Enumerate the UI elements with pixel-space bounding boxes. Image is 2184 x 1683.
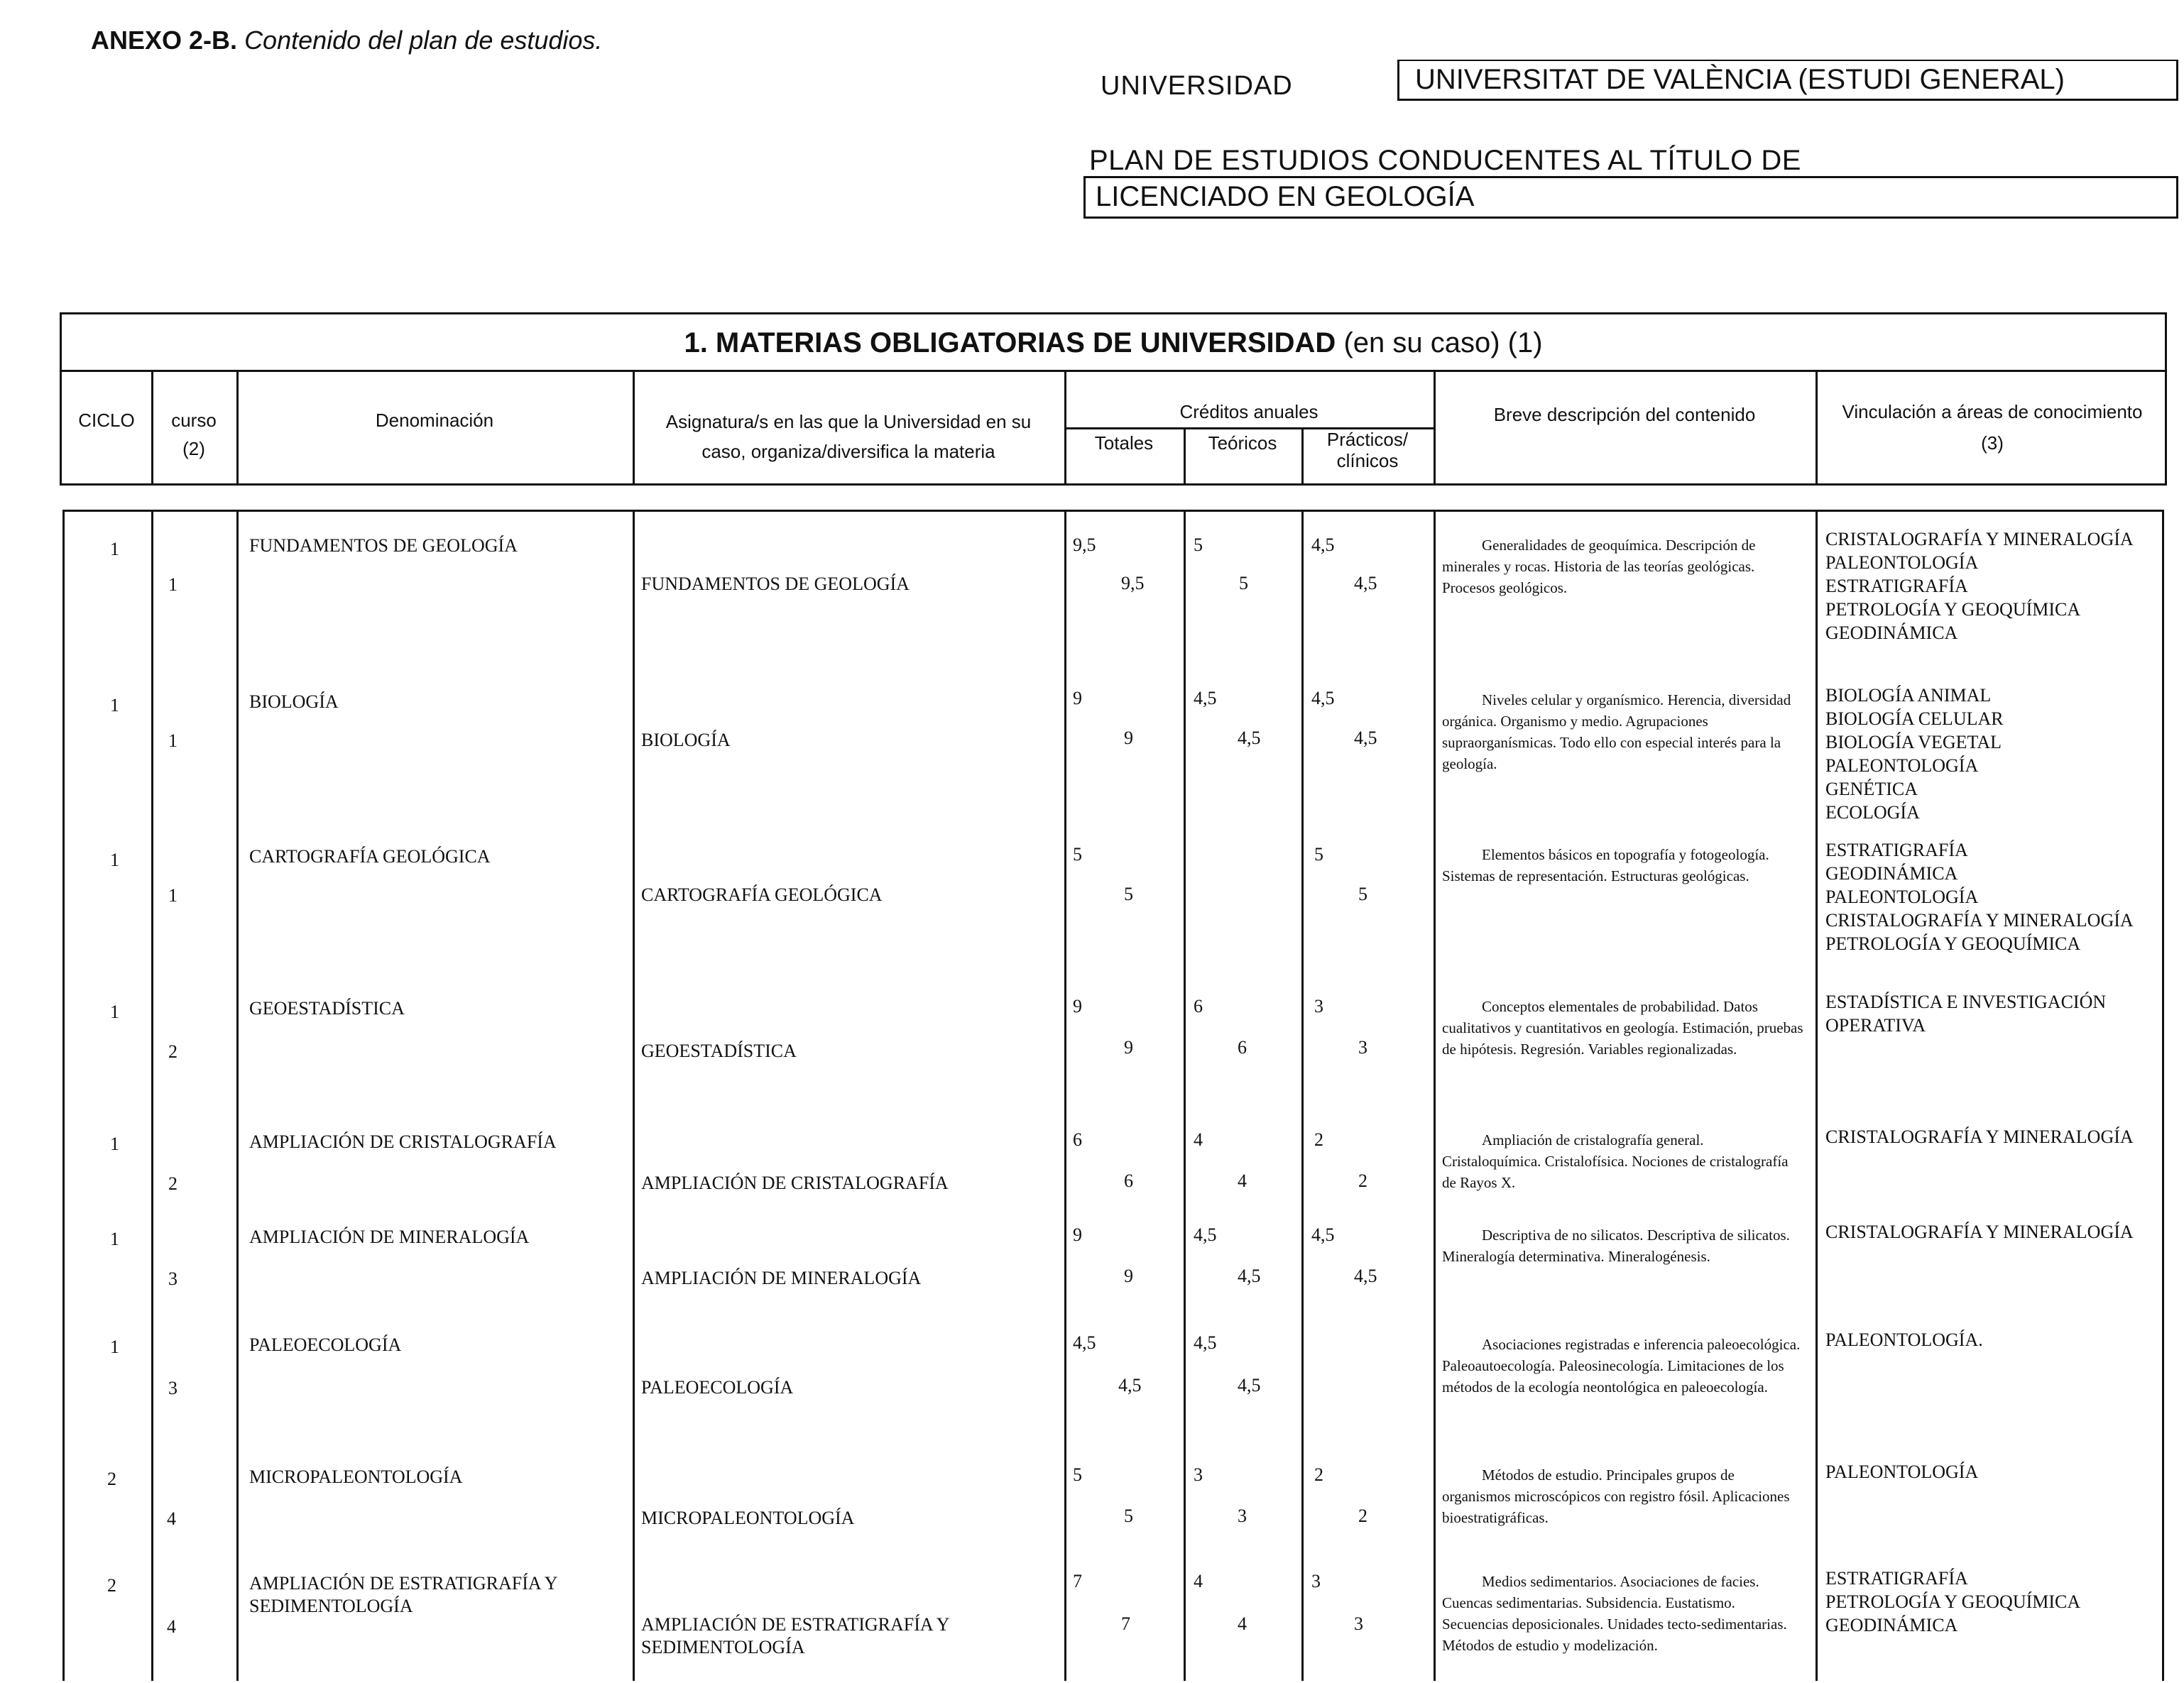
table-body bbox=[62, 510, 2164, 1681]
cell-practicos-asig: 3 bbox=[1358, 1037, 1367, 1058]
cell-denominacion: AMPLIACIÓN DE MINERALOGÍA bbox=[249, 1227, 530, 1247]
col-creditos: Créditos anuales bbox=[1179, 401, 1318, 422]
cell-practicos-asig: 3 bbox=[1354, 1613, 1363, 1634]
cell-descripcion: Niveles celular y organísmico. Herencia, diversidad orgánica. Organismo y medio. Agrupaciones supraorganísmicas. Todo ello con especial interés para la geología. bbox=[1442, 691, 1791, 772]
cell-totales: 9 bbox=[1073, 1224, 1082, 1245]
cell-totales: 9,5 bbox=[1073, 534, 1096, 555]
area-item: GEODINÁMICA bbox=[1825, 1615, 1958, 1635]
col-asignaturas-1: Asignatura/s en las que la Universidad en su bbox=[665, 411, 1032, 432]
cell-denominacion: AMPLIACIÓN DE ESTRATIGRAFÍA Y SEDIMENTOLOGÍA bbox=[249, 1573, 557, 1616]
cell-ciclo: 1 bbox=[110, 1337, 119, 1357]
cell-practicos-asig: 2 bbox=[1358, 1171, 1367, 1191]
cell-ciclo: 1 bbox=[110, 1002, 119, 1022]
table-title-main: 1. MATERIAS OBLIGATORIAS DE UNIVERSIDAD bbox=[684, 327, 1336, 358]
col-descripcion: Breve descripción del contenido bbox=[1493, 404, 1756, 425]
area-item: BIOLOGÍA ANIMAL bbox=[1825, 685, 1992, 706]
cell-curso: 1 bbox=[168, 885, 178, 906]
cell-totales: 9 bbox=[1073, 688, 1082, 708]
cell-asignatura: MICROPALEONTOLOGÍA bbox=[641, 1508, 855, 1528]
area-item: PETROLOGÍA Y GEOQUÍMICA bbox=[1825, 599, 2081, 620]
cell-totales: 6 bbox=[1073, 1129, 1082, 1150]
cell-denominacion: BIOLOGÍA bbox=[249, 691, 339, 712]
cell-teoricos: 5 bbox=[1194, 534, 1203, 555]
cell-practicos-asig: 4,5 bbox=[1354, 728, 1377, 748]
cell-ciclo: 1 bbox=[110, 1134, 119, 1154]
col-vinculacion: Vinculación a áreas de conocimiento bbox=[1842, 401, 2143, 422]
cell-totales: 7 bbox=[1073, 1571, 1082, 1591]
cell-practicos: 5 bbox=[1314, 844, 1323, 865]
cell-descripcion: Métodos de estudio. Principales grupos de organismos microscópicos con registro fósil. Aplicaciones bioestratigráficas. bbox=[1442, 1467, 1790, 1526]
table-header bbox=[60, 372, 2167, 486]
col-asignaturas-2: caso, organiza/diversifica la materia bbox=[701, 441, 995, 462]
cell-asignatura: FUNDAMENTOS DE GEOLOGÍA bbox=[641, 574, 910, 594]
area-item: ESTRATIGRAFÍA bbox=[1825, 1568, 1968, 1589]
table-row bbox=[65, 985, 2166, 1112]
cell-practicos: 2 bbox=[1314, 1129, 1323, 1150]
cell-denominacion: AMPLIACIÓN DE CRISTALOGRAFÍA bbox=[249, 1131, 557, 1152]
area-item: CRISTALOGRAFÍA Y MINERALOGÍA bbox=[1825, 1126, 2134, 1147]
cell-practicos: 3 bbox=[1314, 996, 1323, 1016]
area-item: ESTRATIGRAFÍA bbox=[1825, 576, 1968, 596]
area-item: GENÉTICA bbox=[1825, 779, 1918, 799]
area-item: PALEONTOLOGÍA bbox=[1825, 755, 1979, 776]
cell-ciclo: 1 bbox=[110, 1229, 119, 1249]
cell-asignatura: PALEOECOLOGÍA bbox=[641, 1377, 794, 1398]
cell-practicos: 4,5 bbox=[1311, 1224, 1335, 1245]
cell-practicos-asig: 2 bbox=[1358, 1506, 1367, 1526]
table-row bbox=[65, 1453, 2166, 1559]
cell-teoricos-asig: 4 bbox=[1238, 1171, 1247, 1191]
annex-heading bbox=[91, 26, 602, 55]
cell-totales: 9 bbox=[1073, 996, 1082, 1016]
area-item: BIOLOGÍA CELULAR bbox=[1825, 708, 2004, 729]
cell-totales-asig: 5 bbox=[1124, 1506, 1133, 1526]
area-item: BIOLOGÍA VEGETAL bbox=[1825, 732, 2002, 752]
cell-teoricos-asig: 4,5 bbox=[1238, 728, 1261, 748]
cell-asignatura: AMPLIACIÓN DE CRISTALOGRAFÍA bbox=[641, 1173, 949, 1193]
col-curso: curso bbox=[171, 410, 217, 431]
cell-totales-asig: 9 bbox=[1124, 728, 1133, 748]
cell-teoricos: 4 bbox=[1194, 1129, 1203, 1150]
cell-teoricos-asig: 3 bbox=[1238, 1506, 1247, 1526]
cell-curso: 4 bbox=[167, 1616, 176, 1637]
col-denominacion: Denominación bbox=[375, 410, 494, 431]
cell-teoricos-asig: 5 bbox=[1239, 573, 1248, 593]
cell-descripcion: Conceptos elementales de probabilidad. Datos cualitativos y cuantitativos en geología. Estimación, pruebas de hipótesis. Regresión. Variables regionalizadas. bbox=[1442, 998, 1803, 1058]
area-item: OPERATIVA bbox=[1825, 1015, 1926, 1036]
cell-teoricos-asig: 6 bbox=[1238, 1037, 1247, 1058]
area-item: PALEONTOLOGÍA bbox=[1825, 1462, 1979, 1482]
cell-areas bbox=[1825, 990, 2159, 1037]
table-row bbox=[65, 1213, 2166, 1320]
cell-teoricos: 4 bbox=[1194, 1571, 1203, 1591]
area-item: PETROLOGÍA Y GEOQUÍMICA bbox=[1825, 933, 2081, 954]
area-item: GEODINÁMICA bbox=[1825, 863, 1958, 884]
cell-totales: 5 bbox=[1073, 1464, 1082, 1485]
cell-teoricos-asig: 4 bbox=[1238, 1613, 1247, 1634]
cell-teoricos: 4,5 bbox=[1194, 688, 1217, 708]
cell-teoricos: 4,5 bbox=[1194, 1224, 1217, 1245]
area-item: CRISTALOGRAFÍA Y MINERALOGÍA bbox=[1825, 910, 2134, 931]
cell-areas bbox=[1825, 1328, 2159, 1352]
cell-asignatura: CARTOGRAFÍA GEOLÓGICA bbox=[641, 884, 883, 905]
cell-teoricos: 4,5 bbox=[1194, 1332, 1217, 1353]
col-totales: Totales bbox=[1094, 432, 1154, 454]
cell-ciclo: 1 bbox=[110, 539, 119, 559]
cell-denominacion: MICROPALEONTOLOGÍA bbox=[249, 1467, 463, 1487]
table-row bbox=[65, 678, 2166, 827]
cell-areas bbox=[1825, 1567, 2159, 1637]
plan-label: PLAN DE ESTUDIOS CONDUCENTES AL TÍTULO DE bbox=[1089, 145, 1801, 176]
cell-practicos-asig: 4,5 bbox=[1354, 1266, 1377, 1286]
area-item: ESTADÍSTICA E INVESTIGACIÓN bbox=[1825, 992, 2107, 1012]
cell-totales-asig: 6 bbox=[1124, 1171, 1133, 1191]
col-practicos-2: clínicos bbox=[1336, 450, 1399, 471]
cell-practicos-asig: 5 bbox=[1358, 884, 1367, 904]
cell-totales: 4,5 bbox=[1073, 1332, 1096, 1353]
cell-ciclo: 2 bbox=[107, 1469, 116, 1489]
area-item: PALEONTOLOGÍA bbox=[1825, 552, 1979, 573]
cell-practicos: 3 bbox=[1311, 1571, 1321, 1591]
area-item: CRISTALOGRAFÍA Y MINERALOGÍA bbox=[1825, 529, 2134, 549]
cell-practicos: 2 bbox=[1314, 1464, 1323, 1485]
cell-asignatura: AMPLIACIÓN DE ESTRATIGRAFÍA Y SEDIMENTOLOGÍA bbox=[641, 1614, 949, 1657]
area-item: PALEONTOLOGÍA. bbox=[1825, 1330, 1983, 1350]
col-teoricos: Teóricos bbox=[1208, 432, 1277, 454]
cell-descripcion: Generalidades de geoquímica. Descripción de minerales y rocas. Historia de las teorías geológicas. Procesos geológicos. bbox=[1442, 537, 1756, 596]
table-row bbox=[65, 522, 2166, 664]
cell-denominacion: FUNDAMENTOS DE GEOLOGÍA bbox=[249, 535, 518, 556]
cell-curso: 2 bbox=[168, 1041, 178, 1062]
annex-subtitle: Contenido del plan de estudios. bbox=[244, 26, 603, 55]
cell-denominacion: PALEOECOLOGÍA bbox=[249, 1334, 402, 1355]
area-item: ECOLOGÍA bbox=[1825, 802, 1920, 823]
cell-areas bbox=[1825, 1460, 2159, 1484]
cell-totales: 5 bbox=[1073, 844, 1082, 865]
table-row bbox=[65, 1117, 2166, 1209]
cell-descripcion: Asociaciones registradas e inferencia paleoecológica. Paleoautoecología. Paleosinecología. Limitaciones de los métodos de la ecología neontológica en paleoecología. bbox=[1442, 1336, 1801, 1396]
area-item: ESTRATIGRAFÍA bbox=[1825, 840, 1968, 860]
cell-areas bbox=[1825, 1125, 2159, 1149]
cell-asignatura: BIOLOGÍA bbox=[641, 730, 731, 750]
cell-asignatura: AMPLIACIÓN DE MINERALOGÍA bbox=[641, 1268, 922, 1288]
col-practicos-1: Prácticos/ bbox=[1326, 429, 1409, 450]
cell-curso: 3 bbox=[168, 1268, 178, 1289]
cell-curso: 3 bbox=[168, 1378, 178, 1398]
cell-totales-asig: 9 bbox=[1124, 1037, 1133, 1058]
cell-descripcion: Ampliación de cristalografía general. Cristaloquímica. Cristalofísica. Nociones de cristalografía de Rayos X. bbox=[1442, 1131, 1789, 1191]
cell-asignatura: GEOESTADÍSTICA bbox=[641, 1041, 797, 1061]
area-item: GEODINÁMICA bbox=[1825, 623, 1958, 643]
cell-curso: 2 bbox=[168, 1173, 178, 1194]
cell-teoricos-asig: 4,5 bbox=[1238, 1266, 1261, 1286]
cell-areas bbox=[1825, 527, 2159, 645]
table-row bbox=[65, 1559, 2166, 1683]
university-label: UNIVERSIDAD bbox=[1101, 71, 1293, 101]
degree-field: LICENCIADO EN GEOLOGÍA bbox=[1083, 176, 2178, 219]
area-item: CRISTALOGRAFÍA Y MINERALOGÍA bbox=[1825, 1222, 2134, 1242]
table-row bbox=[65, 1321, 2166, 1449]
cell-ciclo: 1 bbox=[110, 850, 119, 870]
col-vinculacion-note: (3) bbox=[1981, 432, 2004, 454]
cell-areas bbox=[1825, 838, 2159, 955]
cell-totales-asig: 7 bbox=[1121, 1613, 1130, 1634]
cell-practicos-asig: 4,5 bbox=[1354, 573, 1377, 593]
university-field: UNIVERSITAT DE VALÈNCIA (ESTUDI GENERAL) bbox=[1397, 60, 2178, 101]
annex-label: ANEXO 2-B. bbox=[91, 26, 238, 55]
cell-denominacion: CARTOGRAFÍA GEOLÓGICA bbox=[249, 846, 491, 867]
cell-teoricos-asig: 4,5 bbox=[1238, 1375, 1261, 1396]
cell-totales-asig: 5 bbox=[1124, 884, 1133, 904]
cell-curso: 1 bbox=[168, 730, 178, 751]
table-row bbox=[65, 833, 2166, 982]
cell-teoricos: 3 bbox=[1194, 1464, 1203, 1485]
col-curso-note: (2) bbox=[182, 438, 205, 459]
cell-practicos: 4,5 bbox=[1311, 534, 1335, 555]
cell-curso: 4 bbox=[167, 1508, 176, 1529]
cell-curso: 1 bbox=[168, 574, 178, 595]
table-title bbox=[60, 312, 2167, 372]
cell-descripcion: Medios sedimentarios. Asociaciones de facies. Cuencas sedimentarias. Subsidencia. Eustatismo. Secuencias deposicionales. Unidades tecto-sedimentarias. Métodos de estudio y modelización. bbox=[1442, 1573, 1787, 1654]
area-item: PALEONTOLOGÍA bbox=[1825, 887, 1979, 907]
cell-descripcion: Descriptiva de no silicatos. Descriptiva de silicatos. Mineralogía determinativa. Mineralogénesis. bbox=[1442, 1227, 1790, 1265]
cell-totales-asig: 9 bbox=[1124, 1266, 1133, 1286]
area-item: PETROLOGÍA Y GEOQUÍMICA bbox=[1825, 1591, 2081, 1612]
cell-teoricos: 6 bbox=[1194, 996, 1203, 1016]
cell-areas bbox=[1825, 684, 2159, 824]
cell-totales-asig: 9,5 bbox=[1121, 573, 1145, 593]
cell-denominacion: GEOESTADÍSTICA bbox=[249, 998, 405, 1019]
cell-practicos: 4,5 bbox=[1311, 688, 1335, 708]
cell-ciclo: 2 bbox=[107, 1575, 116, 1596]
col-ciclo: CICLO bbox=[78, 410, 135, 431]
table-title-note: (en su caso) (1) bbox=[1343, 327, 1543, 358]
cell-areas bbox=[1825, 1220, 2159, 1244]
cell-ciclo: 1 bbox=[110, 695, 119, 716]
cell-descripcion: Elementos básicos en topografía y fotogeología. Sistemas de representación. Estructuras geológicas. bbox=[1442, 846, 1769, 884]
cell-totales-asig: 4,5 bbox=[1118, 1375, 1142, 1396]
